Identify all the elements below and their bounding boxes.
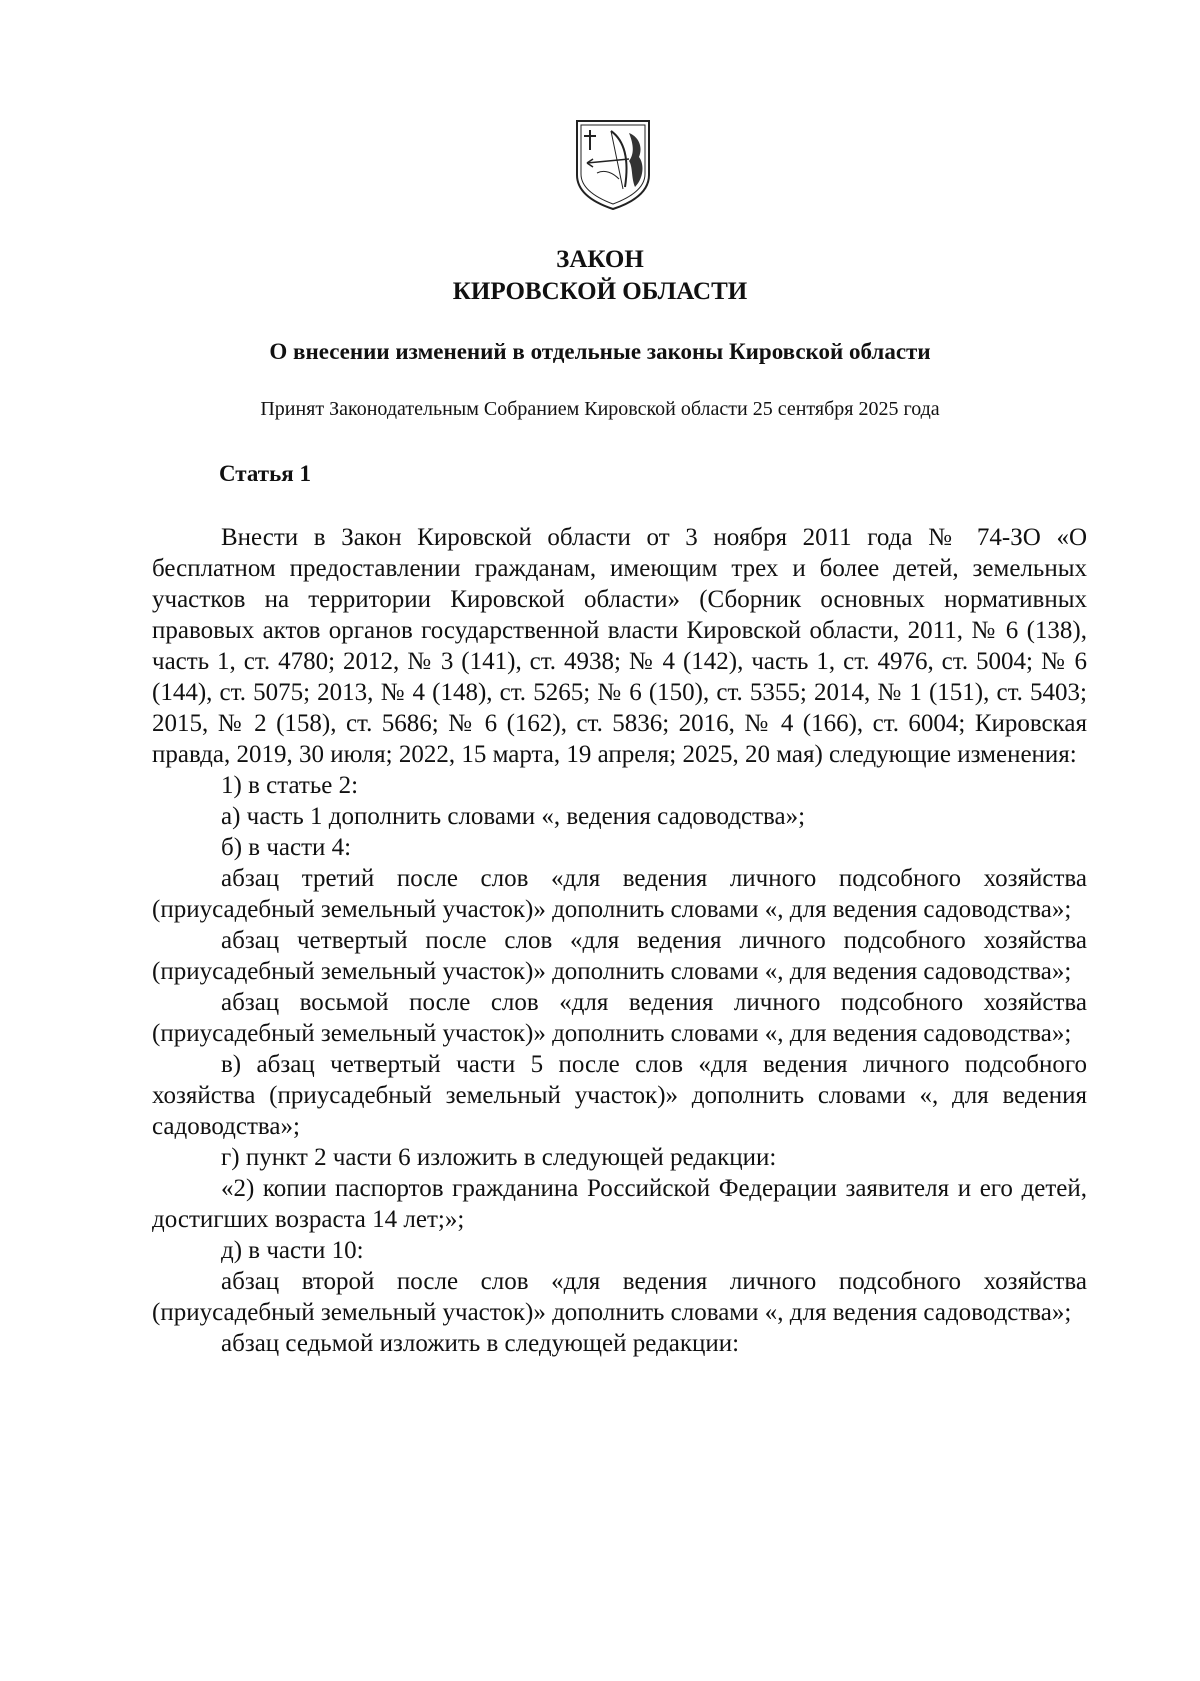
article-heading: Статья 1 <box>219 461 311 486</box>
paragraph: абзац второй после слов «для ведения личного подсобного хозяйства (приусадебный земельный участок)» дополнить словами «, для ведения садоводства»; <box>152 1268 1087 1326</box>
paragraph: г) пункт 2 части 6 изложить в следующей редакции: <box>221 1144 777 1171</box>
paragraph: б) в части 4: <box>221 834 352 861</box>
paragraph: д) в части 10: <box>221 1237 364 1264</box>
document-title-line2: КИРОВСКОЙ ОБЛАСТИ <box>452 278 748 305</box>
article-body <box>152 522 1087 1359</box>
paragraph: 1) в статье 2: <box>221 772 359 799</box>
paragraph: абзац четвертый после слов «для ведения личного подсобного хозяйства (приусадебный земельный участок)» дополнить словами «, для ведения садоводства»; <box>152 927 1087 985</box>
paragraph: абзац седьмой изложить в следующей редакции: <box>221 1330 740 1357</box>
coat-of-arms-icon <box>573 117 653 211</box>
document-subtitle: О внесении изменений в отдельные законы Кировской области <box>269 339 931 364</box>
adoption-note: Принят Законодательным Собранием Кировской области 25 сентября 2025 года <box>260 398 940 420</box>
paragraph: в) абзац четвертый части 5 после слов «для ведения личного подсобного хозяйства (приусадебный земельный участок)» дополнить словами «, для ведения садоводства»; <box>152 1051 1087 1140</box>
paragraph: абзац восьмой после слов «для ведения личного подсобного хозяйства (приусадебный земельный участок)» дополнить словами «, для ведения садоводства»; <box>152 989 1087 1047</box>
document-title-line1: ЗАКОН <box>556 246 644 273</box>
paragraph: а) часть 1 дополнить словами «, ведения садоводства»; <box>221 803 806 830</box>
paragraph: абзац третий после слов «для ведения личного подсобного хозяйства (приусадебный земельный участок)» дополнить словами «, для ведения садоводства»; <box>152 865 1087 923</box>
paragraph: «2) копии паспортов гражданина Российской Федерации заявителя и его детей, достигших возраста 14 лет;»; <box>152 1175 1087 1233</box>
paragraph: Внести в Закон Кировской области от 3 ноября 2011 года № 74-ЗО «О бесплатном предоставлении гражданам, имеющим трех и более детей, земельных участков на территории Кировской области» (Сборник основных нормативных правовых актов органов государственной власти Кировской области, 2011, № 6 (138), часть 1, ст. 4780; 2012, № 3 (141), ст. 4938; № 4 (142), часть 1, ст. 4976, ст. 5004; № 6 (144), ст. 5075; 2013, № 4 (148), ст. 5265; № 6 (150), ст. 5355; 2014, № 1 (151), ст. 5403; 2015, № 2 (158), ст. 5686; № 6 (162), ст. 5836; 2016, № 4 (166), ст. 6004; Кировская правда, 2019, 30 июля; 2022, 15 марта, 19 апреля; 2025, 20 мая) следующие изменения: <box>152 524 1087 768</box>
